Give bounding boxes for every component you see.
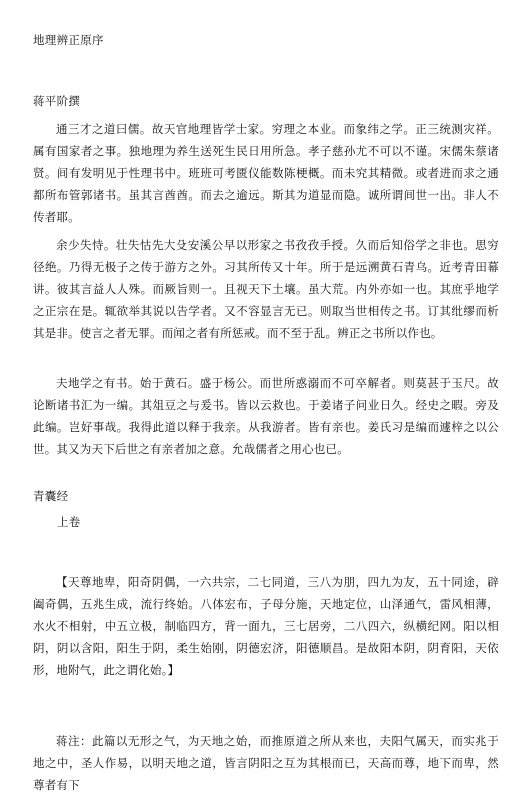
section-title: 青囊经 [33, 489, 69, 503]
author-line: 蒋平阶撰 [33, 94, 81, 108]
document-title: 地理辨正原序 [33, 33, 104, 47]
preface-paragraph-1: 通三才之道曰儒。故天官地理皆学士家。穷理之本业。而象纬之学。正三统测灾祥。属有国家者之事。独地理为养生送死生民日用所急。孝子慈孙尤不可以不谨。宋儒朱蔡诸贤。间有发明见于性理书中。班班可考匮仪能数陈梗概。而未究其精微。或者进而求之通都所布管郭诸书。虽其言酋酋。而去之逾远。斯其为道显而隐。诚所谓间世一出。非人不传者耶。 [33, 122, 499, 224]
classic-text: 【天尊地卑，阳奇阴偶，一六共宗，二七同道，三八为朋，四九为友，五十同途，辟阖奇偶，五兆生成，流行终始。八体宏布，子母分施，天地定位，山泽通气，雷风相薄，水火不相射，中五立极，制临四方，背一面九，三七居旁，二八四六，纵横纪网。阳以相阴，阴以含阳，阳生于阴，柔生始刚，阴德宏济，阳德顺昌。是故阳本阴，阴育阳，天依形，地附气，此之谓化始。】 [33, 575, 499, 677]
commentary-paragraph: 蒋注：此篇以无形之气，为天地之始，而推原道之所从来也，夫阳气属天，而实兆于地之中，圣人作易，以明天地之道，皆言阴阳之互为其根而已，天高而尊，地下而卑，然尊者有下 [33, 734, 499, 792]
preface-paragraph-3: 夫地学之有书。始于黄石。盛于杨公。而世所惑溺而不可卒解者。则莫甚于玉尺。故论断诸书汇为一编。其俎豆之与爰书。皆以云救也。于姜诸子问业日久。经史之暇。旁及此编。岂好事哉。我得此道以释于我亲。从我游者。皆有亲也。姜氏习是编而遽梓之以公世。其又为天下后世之有亲者加之意。允哉儒者之用心也已。 [33, 376, 499, 456]
preface-paragraph-2: 余少失恃。壮失怙先大殳安溪公早以形家之书孜孜手授。久而后知俗学之非也。思穷径绝。乃得无极子之传于游方之外。习其所传又十年。所于是远溯黄石青乌。近考青田幕讲。彼其言益人人殊。而厥旨则一。且视天下土壤。虽大荒。内外亦如一也。其庶乎地学之正宗在是。辄欲举其说以告学者。又不容显言无已。则取当世相传之书。订其纰缪而析其是非。使言之者无罪。而闻之者有所惩戒。而不至于乱。辨正之书所以作也。 [33, 238, 499, 340]
volume-heading: 上卷 [57, 515, 81, 529]
